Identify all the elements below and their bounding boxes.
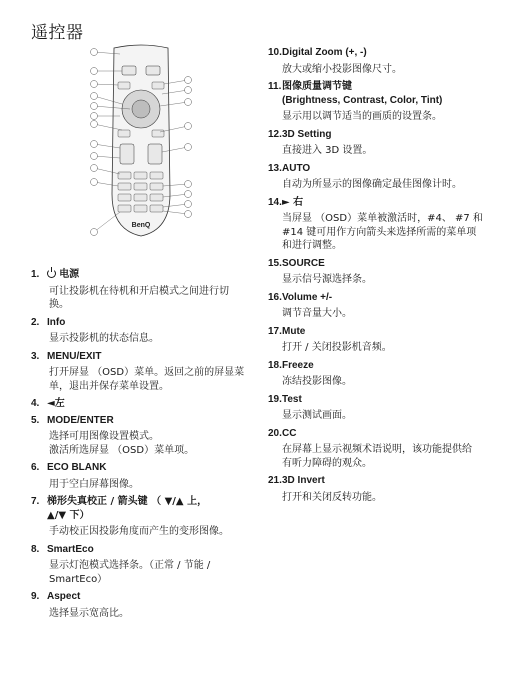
list-item xyxy=(31,316,261,346)
item-number: 18. xyxy=(268,359,282,371)
list-item xyxy=(268,128,503,158)
item-description: 显示投影机的状态信息。 xyxy=(49,333,159,344)
remote-control-illustration xyxy=(90,44,192,254)
list-item xyxy=(31,414,261,458)
item-number: 21. xyxy=(268,475,282,486)
item-heading: Test xyxy=(282,393,302,405)
item-description: #14 键可用作方向箭头来选择所需的菜单项 xyxy=(282,226,477,238)
item-description: 当屏显 （OSD）菜单被激活时，#4、 #7 和 xyxy=(282,213,483,224)
list-item xyxy=(268,162,503,192)
item-description: 调节音量大小。 xyxy=(282,308,352,319)
item-description: 显示信号源选择条。 xyxy=(282,274,372,285)
list-item xyxy=(31,268,261,312)
item-description: 打开和关闭反转功能。 xyxy=(282,491,382,503)
item-number: 17. xyxy=(268,325,282,337)
remote-logo: BenQ xyxy=(131,222,151,229)
item-heading: ECO BLANK xyxy=(47,462,107,473)
item-heading-continued: ▲/▼ 下） xyxy=(47,509,90,521)
item-heading: MODE/ENTER xyxy=(47,414,114,426)
item-number: 13. xyxy=(268,162,282,174)
item-number: 4. xyxy=(31,398,40,409)
list-item xyxy=(268,393,503,423)
item-heading: Info xyxy=(47,316,66,328)
item-heading: Aspect xyxy=(47,591,81,602)
item-heading: 3D Invert xyxy=(282,475,325,486)
item-number: 5. xyxy=(31,414,40,426)
item-description: 选择可用图像设置模式。 xyxy=(49,431,159,442)
list-item xyxy=(268,474,503,504)
item-number: 19. xyxy=(268,393,282,405)
right-item-list xyxy=(268,46,503,508)
item-number: 15. xyxy=(268,257,282,269)
item-description: 显示用以调节适当的画质的设置条。 xyxy=(282,111,442,122)
item-description: 有听力障碍的观众。 xyxy=(282,457,372,469)
list-item xyxy=(268,196,503,253)
item-description: 自动为所显示的图像确定最佳图像计时。 xyxy=(282,179,462,190)
item-heading: Freeze xyxy=(282,359,314,371)
list-item xyxy=(268,359,503,389)
item-description: 选择显示宽高比。 xyxy=(49,607,129,619)
item-number: 11. xyxy=(268,81,282,92)
item-description: 打开 / 关闭投影机音频。 xyxy=(282,342,392,353)
list-item xyxy=(31,461,261,491)
item-description: 单，退出并保存菜单设置。 xyxy=(49,380,169,392)
item-heading: Mute xyxy=(282,325,306,337)
item-heading-continued: (Brightness, Contrast, Color, Tint) xyxy=(282,94,443,106)
left-item-list xyxy=(31,268,261,624)
item-description: 显示灯泡模式选择条。（正常 / 节能 / xyxy=(49,560,211,571)
item-description: 用于空白屏幕图像。 xyxy=(49,478,139,490)
item-heading: AUTO xyxy=(282,162,311,174)
page-title: 遥控器 xyxy=(31,23,84,43)
item-heading: Volume +/- xyxy=(282,291,333,303)
item-heading: ◄左 xyxy=(47,398,65,409)
item-heading: SOURCE xyxy=(282,257,325,269)
list-item xyxy=(31,590,261,620)
item-description: 显示测试画面。 xyxy=(282,410,352,421)
item-number: 2. xyxy=(31,316,40,328)
list-item xyxy=(268,291,503,321)
item-number: 12. xyxy=(268,128,282,140)
item-number: 6. xyxy=(31,462,40,473)
item-description: 激活所选屏显 （OSD）菜单项。 xyxy=(49,444,195,456)
item-description: 可让投影机在待机和开启模式之间进行切 xyxy=(49,285,229,297)
item-heading: 3D Setting xyxy=(282,128,332,140)
item-number: 7. xyxy=(31,496,40,507)
item-description: SmartEco） xyxy=(49,573,108,585)
item-heading: 图像质量调节键 xyxy=(282,81,352,92)
item-heading: SmartEco xyxy=(47,543,94,555)
item-number: 3. xyxy=(31,350,40,362)
item-number: 9. xyxy=(31,591,40,602)
item-description: 直接进入 3D 设置。 xyxy=(282,145,373,156)
item-description: 冻结投影图像。 xyxy=(282,376,352,387)
list-item xyxy=(268,80,503,124)
list-item xyxy=(268,427,503,471)
list-item xyxy=(31,543,261,587)
item-description: 手动校正因投影角度而产生的变形图像。 xyxy=(49,526,229,537)
item-heading: MENU/EXIT xyxy=(47,350,102,362)
list-item xyxy=(268,46,503,76)
item-heading: ► 右 xyxy=(282,196,304,208)
item-description: 打开屏显 （OSD）菜单。返回之前的屏显菜 xyxy=(49,367,245,378)
item-heading: Digital Zoom (+, -) xyxy=(282,47,367,58)
item-number: 14. xyxy=(268,196,282,208)
remote-control-drawing xyxy=(90,44,192,254)
list-item xyxy=(268,325,503,355)
item-description: 换。 xyxy=(49,299,69,310)
item-number: 10. xyxy=(268,47,282,58)
list-item xyxy=(31,397,261,411)
item-description: 和进行调整。 xyxy=(282,240,342,251)
item-number: 16. xyxy=(268,291,282,303)
item-number: 20. xyxy=(268,427,282,439)
item-heading: 梯形失真校正 / 箭头键 （ ▼/▲ 上， xyxy=(47,496,208,507)
list-item xyxy=(268,257,503,287)
list-item xyxy=(31,495,261,539)
item-number: 1. xyxy=(31,269,40,280)
item-number: 8. xyxy=(31,543,40,555)
item-description: 在屏幕上显示视频术语说明，该功能提供给 xyxy=(282,444,472,455)
power-icon xyxy=(47,269,56,278)
list-item xyxy=(31,350,261,394)
item-heading: CC xyxy=(282,427,297,439)
item-heading: 电源 xyxy=(59,269,80,280)
item-description: 放大或缩小投影图像尺寸。 xyxy=(282,63,402,75)
